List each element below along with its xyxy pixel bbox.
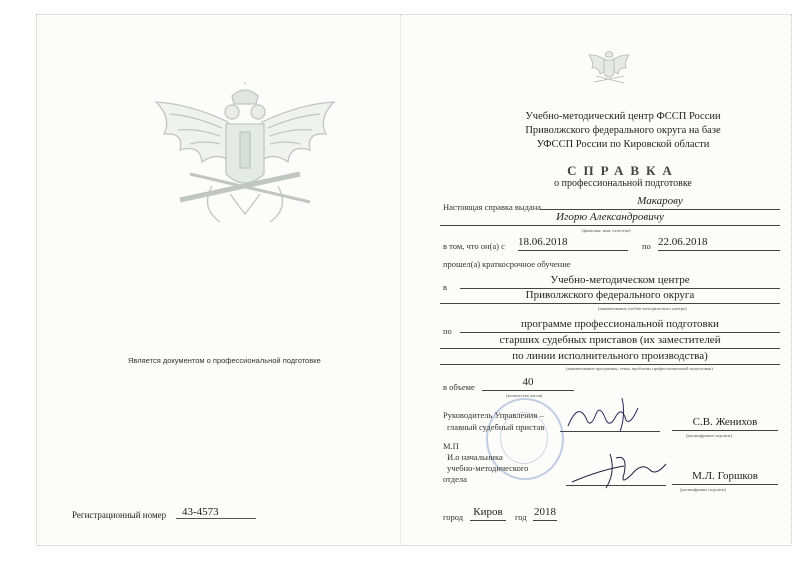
period-from-label: в том, что он(а) с	[443, 241, 505, 251]
page-fold	[400, 14, 401, 546]
program-caption: (наименование программы, темы, проблемы профессиональной подготовки)	[566, 366, 713, 371]
year-value: 2018	[533, 506, 557, 521]
stamp-place-label: М.П	[443, 441, 459, 451]
head-name-caption: (расшифровка подписи)	[686, 433, 732, 438]
period-from-date: 18.06.2018	[518, 236, 628, 251]
fssp-small-emblem-icon	[588, 48, 630, 88]
program-line-1: программе профессиональной подготовки	[460, 318, 780, 333]
org-line-1: Учебно-методический центр ФССП России	[525, 111, 721, 122]
volume-hours: 40	[482, 376, 574, 391]
recipient-surname: Макарову	[540, 195, 780, 210]
period-to-date: 22.06.2018	[658, 236, 780, 251]
org-line-2: Приволжского федерального округа на базе	[525, 125, 721, 136]
org-line-3: УФССП России по Кировской области	[536, 139, 710, 150]
course-type-label: прошел(а) краткосрочное обучение	[443, 259, 571, 269]
institution-prefix: в	[443, 282, 448, 292]
program-prefix: по	[443, 326, 452, 336]
dept-title-line-3: отдела	[443, 474, 467, 484]
program-line-3: по линии исполнительного производства)	[440, 350, 780, 365]
period-to-label: по	[642, 241, 651, 251]
dept-title-line-1: И.о начальника	[447, 452, 503, 462]
dept-signature-icon	[570, 448, 670, 492]
document-type-note: Является документом о профессиональной подготовке	[128, 356, 321, 365]
program-line-2: старших судебных приставов (их заместителей	[440, 334, 780, 349]
recipient-caption: (фамилия, имя, отчество)	[582, 228, 631, 233]
certificate-title: СПРАВКА	[567, 163, 679, 178]
head-title-line-1: Руководитель Управления –	[443, 410, 544, 420]
year-label: год	[515, 512, 527, 522]
fssp-emblem-icon	[150, 82, 340, 232]
head-title-line-2: главный судебный пристав	[447, 422, 545, 432]
registration-number-value: 43-4573	[176, 506, 256, 519]
dept-name: М.Л. Горшков	[672, 470, 778, 485]
recipient-label: Настоящая справка выдана	[443, 202, 542, 212]
recipient-given-names: Игорю Александровичу	[440, 211, 780, 226]
head-signature-icon	[560, 396, 650, 440]
institution-line-1: Учебно-методическом центре	[460, 274, 780, 289]
dept-name-caption: (расшифровка подписи)	[680, 487, 726, 492]
city-label: город	[443, 512, 464, 522]
head-name: С.В. Женихов	[672, 416, 778, 431]
dept-title-line-2: учебно-методического	[447, 463, 529, 473]
volume-caption: (количество часов)	[506, 393, 543, 398]
city-value: Киров	[470, 506, 506, 521]
certificate-subtitle: о профессиональной подготовке	[554, 178, 692, 189]
registration-number-label: Регистрационный номер	[72, 510, 167, 520]
institution-caption: (наименование учебно-методического центра)	[598, 306, 687, 311]
institution-line-2: Приволжского федерального округа	[440, 289, 780, 304]
volume-label: в объеме	[443, 382, 475, 392]
